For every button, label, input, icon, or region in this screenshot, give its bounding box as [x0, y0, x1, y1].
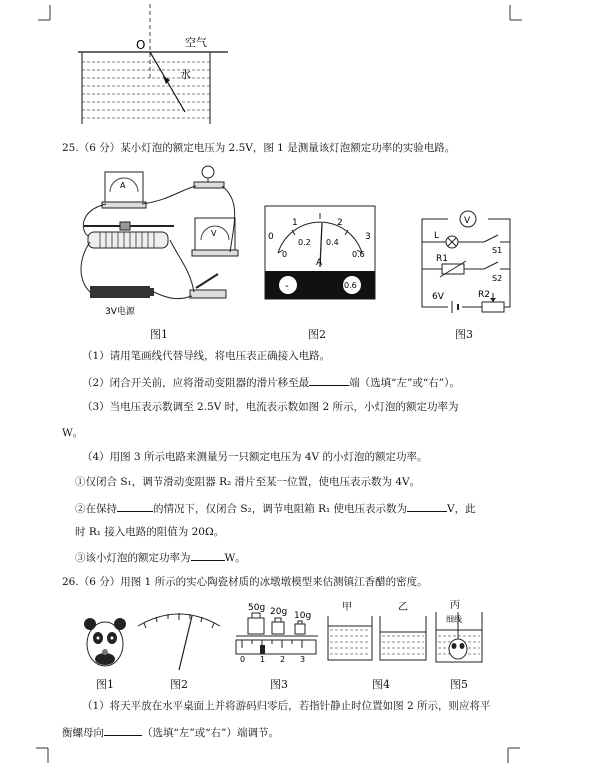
q26-fig1-mascot: [80, 614, 130, 669]
ammeter-bottom-1: 0.2: [298, 238, 311, 247]
fig3-source-label: 6V: [432, 292, 444, 302]
q25-fig1-caption: 图1: [150, 328, 168, 341]
q25-step1: ①仅闭合 S₁，调节滑动变阻器 R₂ 滑片至某一位置，使电压表示数为 4V。: [75, 476, 421, 488]
q26-fig3-weights: [232, 598, 320, 666]
thread-label: 细线: [446, 615, 462, 624]
point-o-label: O: [136, 38, 146, 52]
q25-step2-cont: 时 R₁ 接入电路的阻值为 20Ω。: [75, 526, 225, 538]
fig3-voltmeter-label: V: [464, 216, 471, 226]
refraction-diagram: [60, 0, 230, 130]
beaker-jia-label: 甲: [342, 602, 352, 613]
q25-part3-cont: W。: [62, 427, 84, 439]
q25-part3: （3）当电压表示数调至 2.5V 时，电流表示数如图 2 所示，小灯泡的额定功率为: [82, 401, 459, 413]
q25-fig1-apparatus: [70, 160, 250, 320]
q26-part1-cont: 衡螺母向 （选填“左”或“右”）端调节。: [62, 724, 279, 740]
q25-blank-end[interactable]: [309, 374, 349, 386]
fig3-s1-label: S1: [492, 246, 503, 255]
weight-20g-label: 20g: [270, 607, 288, 617]
ruler-tick-2: 2: [280, 655, 286, 664]
ammeter-top-0: 0: [268, 232, 274, 242]
fig3-lamp-label: L: [434, 231, 440, 241]
ammeter-top-2: 2: [337, 218, 343, 228]
fig3-s2-label: S2: [492, 274, 503, 283]
q25-fig2-ammeter: [264, 205, 376, 300]
q26-fig5-caption: 图5: [450, 678, 468, 691]
q26-fig2-caption: 图2: [170, 678, 188, 691]
q25-blank-volt[interactable]: [407, 500, 447, 512]
water-label: 水: [180, 68, 191, 81]
q25-step2: ②在保持 的情况下，仅闭合 S₂，调节电阻箱 R₁ 使电压表示数为 V，此: [75, 500, 476, 516]
q25-header: 25.（6 分）某小灯泡的额定电压为 2.5V，图 1 是测量该灯泡额定功率的实验电路。: [62, 142, 456, 154]
ruler-tick-0: 0: [240, 655, 246, 664]
q26-blank-direction[interactable]: [104, 724, 142, 736]
q26-fig4-beakers: [322, 598, 432, 666]
air-label: 空气: [185, 36, 207, 49]
q25-blank-keep[interactable]: [117, 500, 153, 512]
q25-fig3-caption: 图3: [455, 328, 473, 341]
terminal-minus: -: [285, 281, 289, 292]
q25-part4: （4）用图 3 所示电路来测量另一只额定电压为 4V 的小灯泡的额定功率。: [82, 451, 428, 463]
ammeter-bottom-3: 0.6: [352, 250, 365, 259]
q25-part2: （2）闭合开关前，应将滑动变阻器的滑片移至最 端（选填“左”或“右”）。: [82, 374, 460, 390]
q26-fig4-caption: 图4: [372, 678, 390, 691]
q26-fig2-pointer: [134, 604, 224, 674]
ruler-tick-1: 1: [260, 655, 266, 664]
q25-part1: （1）请用笔画线代替导线，将电压表正确接入电路。: [82, 350, 331, 362]
beaker-bing-label: 丙: [450, 600, 460, 611]
q25-step3: ③该小灯泡的额定功率为 W。: [75, 549, 246, 565]
fig3-r2-label: R2: [478, 290, 490, 300]
fig3-r1-label: R1: [436, 254, 448, 264]
q26-part1: （1）将天平放在水平桌面上并将游码归零后，若指针静止时位置如图 2 所示，则应将平: [82, 700, 491, 712]
q25-fig3-circuit: [418, 205, 518, 313]
svg-text:V: V: [211, 229, 217, 238]
q25-fig2-caption: 图2: [308, 328, 326, 341]
q26-header: 26.（6 分）用图 1 所示的实心陶瓷材质的冰墩墩模型来估测镇江香醋的密度。: [62, 576, 428, 588]
terminal-06: 0.6: [344, 281, 357, 290]
ammeter-unit: A: [316, 258, 323, 268]
svg-text:A: A: [120, 181, 126, 190]
ammeter-bottom-2: 0.4: [326, 238, 339, 247]
ammeter-top-3: 3: [365, 232, 371, 242]
weight-50g-label: 50g: [248, 603, 266, 613]
q25-blank-rated-power[interactable]: [191, 549, 225, 561]
ammeter-top-1: 1: [292, 218, 298, 228]
weight-10g-label: 10g: [294, 611, 312, 621]
ruler-tick-3: 3: [300, 655, 306, 664]
q26-fig5-beaker: [430, 594, 490, 668]
beaker-yi-label: 乙: [398, 602, 408, 613]
power-source-label: 3V电源: [105, 307, 135, 317]
q26-fig3-caption: 图3: [270, 678, 288, 691]
q26-fig1-caption: 图1: [96, 678, 114, 691]
ammeter-bottom-0: 0: [282, 250, 288, 259]
